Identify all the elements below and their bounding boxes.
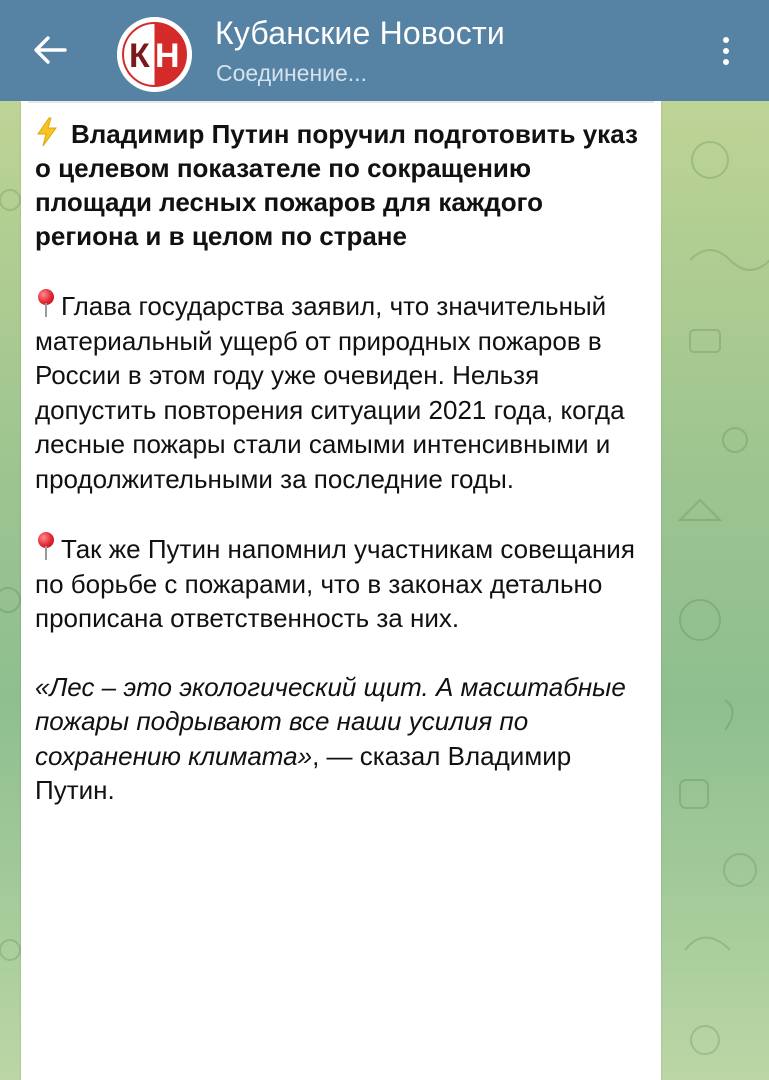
message-text <box>35 117 645 808</box>
message-headline <box>35 117 645 253</box>
message-paragraph-2 <box>35 530 645 636</box>
dot-icon <box>723 37 729 43</box>
kn-logo-icon <box>117 17 192 92</box>
dot-icon <box>723 48 729 54</box>
more-options-button[interactable] <box>706 26 746 76</box>
channel-title[interactable]: Кубанские Новости <box>215 15 505 51</box>
message-paragraph-1 <box>35 287 645 496</box>
dot-icon <box>723 59 729 65</box>
pushpin-icon <box>35 530 57 562</box>
connection-status: Соединение... <box>216 60 367 86</box>
chat-header <box>0 0 769 101</box>
svg-text:К: К <box>129 37 150 75</box>
lightning-bolt-icon <box>35 117 59 147</box>
arrow-left-icon <box>33 35 67 65</box>
paragraph-1-text: Глава государства заявил, что значительный материальный ущерб от природных пожаров в России в этом году уже очевиден. Нельзя допустить повторения ситуации 2021 года, когда лесные пожары стали самыми интенсивными и продолжительными за последние годы. <box>35 291 625 494</box>
svg-text:Н: Н <box>155 37 180 75</box>
pushpin-icon <box>35 287 57 319</box>
bubble-divider <box>28 101 654 103</box>
back-button[interactable] <box>20 22 80 78</box>
quote-attribution: , — сказал Владимир Путин. <box>35 740 572 805</box>
message-quote <box>35 670 645 808</box>
channel-avatar[interactable] <box>117 17 192 92</box>
paragraph-2-text: Так же Путин напомнил участникам совещания по борьбе с пожарами, что в законах детально прописана ответственность за них. <box>35 534 635 633</box>
quote-text: «Лес – это экологический щит. А масштабные пожары подрывают все наши усилия по сохранению климата» <box>35 671 626 771</box>
headline-text: Владимир Путин поручил подготовить указ о целевом показателе по сокращению площади лесных пожаров для каждого региона и в целом по стране <box>35 119 638 251</box>
